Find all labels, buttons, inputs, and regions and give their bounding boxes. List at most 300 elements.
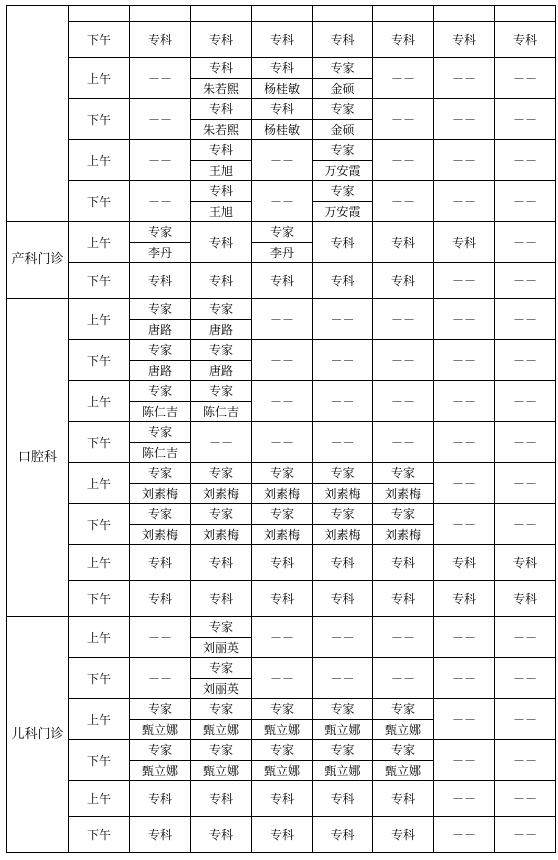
- clinic-type: 专家: [313, 99, 372, 120]
- period-cell: 上午: [69, 617, 130, 658]
- cell-split: [130, 699, 190, 739]
- schedule-cell: 专科: [191, 222, 252, 263]
- cell-split: [252, 99, 312, 139]
- schedule-cell: －－: [252, 617, 313, 658]
- schedule-cell-split: [130, 340, 191, 381]
- schedule-cell: －－: [434, 340, 495, 381]
- clinic-type: 专家: [313, 140, 372, 161]
- schedule-cell: －－: [434, 299, 495, 340]
- schedule-cell: －－: [130, 617, 191, 658]
- schedule-cell: －－: [313, 422, 373, 463]
- cell-split: [252, 504, 312, 544]
- cell-split: [373, 699, 433, 739]
- schedule-cell: 专科: [191, 581, 252, 617]
- schedule-cell-split: [313, 740, 373, 781]
- doctor-name: 王旭: [208, 163, 233, 178]
- clinic-type: 专科: [191, 58, 251, 79]
- table-row: [7, 181, 556, 222]
- schedule-cell: 专科: [130, 581, 191, 617]
- schedule-cell: －－: [434, 740, 495, 781]
- clinic-type: 专家: [313, 58, 372, 79]
- schedule-cell: 专科: [252, 581, 313, 617]
- schedule-cell: [434, 6, 495, 22]
- schedule-cell-split: [252, 740, 313, 781]
- schedule-cell-split: [130, 699, 191, 740]
- schedule-cell: 专科: [313, 781, 373, 817]
- schedule-cell: －－: [495, 99, 556, 140]
- schedule-cell: 专科: [191, 817, 252, 853]
- period-cell: 下午: [69, 658, 130, 699]
- schedule-cell: －－: [252, 140, 313, 181]
- schedule-cell-split: [191, 381, 252, 422]
- schedule-cell: －－: [373, 99, 434, 140]
- clinic-type: 专家: [130, 299, 190, 320]
- schedule-cell-split: [191, 181, 252, 222]
- schedule-cell: －－: [434, 699, 495, 740]
- table-row: [7, 699, 556, 740]
- cell-split: [191, 658, 251, 698]
- schedule-cell: －－: [495, 740, 556, 781]
- period-cell: 下午: [69, 817, 130, 853]
- period-cell: 上午: [69, 299, 130, 340]
- schedule-cell-split: [191, 140, 252, 181]
- table-row: [7, 340, 556, 381]
- period-cell: 下午: [69, 22, 130, 58]
- schedule-cell-split: [313, 504, 373, 545]
- schedule-cell: －－: [495, 340, 556, 381]
- clinic-type: 专家: [252, 222, 312, 243]
- doctor-name: 甄立娜: [324, 722, 361, 737]
- schedule-cell: －－: [434, 617, 495, 658]
- clinic-type: 专科: [191, 140, 251, 161]
- period-cell: 上午: [69, 781, 130, 817]
- schedule-cell: －－: [130, 658, 191, 699]
- doctor-name: 金硕: [330, 81, 355, 96]
- schedule-cell: [313, 6, 373, 22]
- doctor-name: 唐路: [208, 322, 233, 337]
- doctor-name: 刘素梅: [202, 527, 239, 542]
- schedule-cell: －－: [313, 381, 373, 422]
- schedule-cell: 专科: [191, 545, 252, 581]
- cell-split: [313, 740, 372, 780]
- doctor-name: 陈仁吉: [141, 404, 178, 419]
- doctor-name: 唐路: [147, 363, 172, 378]
- doctor-name: 杨桂敏: [263, 122, 300, 137]
- schedule-cell: 专科: [130, 781, 191, 817]
- cell-split: [130, 222, 190, 262]
- schedule-cell: 专科: [252, 545, 313, 581]
- schedule-cell: －－: [313, 658, 373, 699]
- schedule-cell: －－: [495, 58, 556, 99]
- clinic-type: 专家: [252, 504, 312, 525]
- period-cell: 上午: [69, 699, 130, 740]
- period-cell: 下午: [69, 504, 130, 545]
- schedule-cell: －－: [373, 617, 434, 658]
- cell-split: [191, 699, 251, 739]
- cell-split: [252, 58, 312, 98]
- doctor-name: 王旭: [208, 204, 233, 219]
- doctor-name: 刘素梅: [263, 486, 300, 501]
- schedule-cell: －－: [130, 181, 191, 222]
- dept-cell: [7, 6, 69, 222]
- schedule-cell-split: [373, 699, 434, 740]
- doctor-name: 甄立娜: [263, 722, 300, 737]
- cell-split: [191, 58, 251, 98]
- schedule-cell: 专科: [313, 263, 373, 299]
- clinic-type: 专家: [191, 381, 251, 402]
- schedule-cell-split: [130, 299, 191, 340]
- clinic-type: 专家: [252, 463, 312, 484]
- schedule-cell: 专科: [495, 581, 556, 617]
- doctor-name: 刘素梅: [384, 486, 421, 501]
- schedule-cell-split: [130, 463, 191, 504]
- table-row: [7, 422, 556, 463]
- schedule-cell-split: [191, 699, 252, 740]
- schedule-cell-split: [313, 181, 373, 222]
- schedule-cell: 专科: [373, 22, 434, 58]
- clinic-type: 专家: [130, 422, 190, 443]
- schedule-cell: 专科: [373, 581, 434, 617]
- schedule-cell: －－: [373, 381, 434, 422]
- table-row: [7, 463, 556, 504]
- cell-split: [313, 140, 372, 180]
- cell-split: [130, 422, 190, 462]
- dept-cell: 产科门诊: [7, 222, 69, 299]
- clinic-type: 专家: [130, 381, 190, 402]
- cell-split: [130, 299, 190, 339]
- schedule-cell: －－: [434, 422, 495, 463]
- doctor-name: 刘素梅: [263, 527, 300, 542]
- schedule-cell: －－: [434, 58, 495, 99]
- schedule-cell: －－: [373, 658, 434, 699]
- schedule-cell: －－: [434, 463, 495, 504]
- schedule-cell-split: [191, 504, 252, 545]
- schedule-cell: －－: [434, 140, 495, 181]
- period-cell: 下午: [69, 581, 130, 617]
- cell-split: [373, 463, 433, 503]
- schedule-cell-split: [191, 740, 252, 781]
- schedule-cell: －－: [495, 658, 556, 699]
- table-row: [7, 817, 556, 853]
- clinic-type: 专家: [313, 699, 372, 720]
- cell-split: [191, 504, 251, 544]
- clinic-type: 专家: [313, 463, 372, 484]
- schedule-cell: 专科: [373, 781, 434, 817]
- schedule-cell: －－: [252, 299, 313, 340]
- schedule-cell: －－: [434, 817, 495, 853]
- table-row: [7, 617, 556, 658]
- schedule-cell: 专科: [130, 545, 191, 581]
- clinic-type: 专家: [130, 699, 190, 720]
- schedule-cell: －－: [495, 699, 556, 740]
- period-cell: 上午: [69, 463, 130, 504]
- schedule-cell: －－: [434, 99, 495, 140]
- clinic-type: 专家: [313, 504, 372, 525]
- schedule-cell-split: [191, 463, 252, 504]
- schedule-cell: －－: [495, 617, 556, 658]
- schedule-cell: 专科: [495, 545, 556, 581]
- clinic-type: 专家: [130, 463, 190, 484]
- schedule-cell: 专科: [313, 222, 373, 263]
- cell-split: [191, 99, 251, 139]
- schedule-cell: －－: [252, 422, 313, 463]
- dept-cell: 儿科门诊: [7, 617, 69, 853]
- schedule-cell: －－: [495, 781, 556, 817]
- period-cell: 下午: [69, 181, 130, 222]
- doctor-name: 甄立娜: [384, 722, 421, 737]
- cell-split: [130, 740, 190, 780]
- clinic-type: 专家: [191, 299, 251, 320]
- schedule-cell: 专科: [130, 22, 191, 58]
- doctor-name: 甄立娜: [141, 763, 178, 778]
- schedule-cell: 专科: [191, 22, 252, 58]
- schedule-cell: －－: [130, 140, 191, 181]
- table-row: [7, 504, 556, 545]
- cell-split: [191, 140, 251, 180]
- clinic-type: 专家: [191, 658, 251, 679]
- table-row: [7, 781, 556, 817]
- schedule-cell: 专科: [130, 263, 191, 299]
- cell-split: [313, 181, 372, 221]
- schedule-cell: －－: [252, 181, 313, 222]
- schedule-cell: －－: [373, 181, 434, 222]
- clinic-type: 专家: [373, 740, 433, 761]
- schedule-cell: [495, 6, 556, 22]
- cell-split: [373, 740, 433, 780]
- cell-split: [252, 740, 312, 780]
- schedule-cell-split: [130, 222, 191, 263]
- doctor-name: 刘素梅: [141, 486, 178, 501]
- doctor-name: 陈仁吉: [141, 445, 178, 460]
- schedule-cell: 专科: [191, 263, 252, 299]
- table-row: [7, 740, 556, 781]
- table-row: [7, 299, 556, 340]
- schedule-cell: 专科: [434, 22, 495, 58]
- schedule-cell-split: [313, 463, 373, 504]
- doctor-name: 甄立娜: [384, 763, 421, 778]
- doctor-name: 刘素梅: [324, 527, 361, 542]
- schedule-cell: －－: [191, 422, 252, 463]
- cell-split: [191, 340, 251, 380]
- schedule-cell-split: [191, 58, 252, 99]
- schedule-cell: －－: [495, 817, 556, 853]
- doctor-name: 刘丽英: [202, 640, 239, 655]
- doctor-name: 刘素梅: [384, 527, 421, 542]
- period-cell: 上午: [69, 222, 130, 263]
- schedule-cell: －－: [373, 299, 434, 340]
- clinic-type: 专家: [130, 504, 190, 525]
- period-cell: 上午: [69, 58, 130, 99]
- schedule-cell: 专科: [313, 545, 373, 581]
- clinic-type: 专家: [191, 699, 251, 720]
- schedule-cell: 专科: [313, 22, 373, 58]
- table-row: [7, 581, 556, 617]
- doctor-name: 杨桂敏: [263, 81, 300, 96]
- schedule-cell: －－: [252, 658, 313, 699]
- period-cell: 上午: [69, 545, 130, 581]
- table-row: [7, 140, 556, 181]
- clinic-type: 专家: [252, 740, 312, 761]
- doctor-name: 万安霞: [324, 204, 361, 219]
- schedule-cell-split: [191, 299, 252, 340]
- table-row: [7, 99, 556, 140]
- schedule-cell: －－: [495, 222, 556, 263]
- schedule-cell-split: [130, 381, 191, 422]
- period-cell: 下午: [69, 99, 130, 140]
- schedule-cell-split: [252, 699, 313, 740]
- doctor-name: 甄立娜: [202, 722, 239, 737]
- cell-split: [191, 740, 251, 780]
- doctor-name: 唐路: [147, 322, 172, 337]
- clinic-type: 专家: [191, 340, 251, 361]
- schedule-cell-split: [313, 140, 373, 181]
- table-row: [7, 381, 556, 422]
- schedule-cell: －－: [495, 381, 556, 422]
- schedule-cell: 专科: [191, 781, 252, 817]
- table-row: [7, 58, 556, 99]
- period-cell: [69, 6, 130, 22]
- clinic-type: 专科: [252, 58, 312, 79]
- period-cell: 下午: [69, 340, 130, 381]
- clinic-type: 专家: [130, 222, 190, 243]
- cell-split: [313, 99, 372, 139]
- schedule-cell: [130, 6, 191, 22]
- doctor-name: 刘丽英: [202, 681, 239, 696]
- doctor-name: 陈仁吉: [202, 404, 239, 419]
- schedule-cell-split: [130, 740, 191, 781]
- schedule-cell-split: [252, 222, 313, 263]
- schedule-cell-split: [191, 340, 252, 381]
- schedule-cell: 专科: [434, 222, 495, 263]
- clinic-type: 专家: [191, 504, 251, 525]
- cell-split: [373, 504, 433, 544]
- table-row: [7, 263, 556, 299]
- clinic-type: 专家: [191, 617, 251, 638]
- doctor-name: 朱若熙: [202, 81, 239, 96]
- clinic-type: 专家: [191, 740, 251, 761]
- clinic-type: 专家: [313, 181, 372, 202]
- period-cell: 下午: [69, 263, 130, 299]
- schedule-cell: －－: [313, 340, 373, 381]
- clinic-type: 专家: [191, 463, 251, 484]
- schedule-cell: －－: [495, 299, 556, 340]
- schedule-cell: 专科: [373, 545, 434, 581]
- schedule-cell-split: [313, 58, 373, 99]
- schedule-cell: 专科: [252, 817, 313, 853]
- schedule-cell: －－: [434, 181, 495, 222]
- clinic-type: 专家: [130, 340, 190, 361]
- schedule-cell: [373, 6, 434, 22]
- schedule-cell: －－: [495, 504, 556, 545]
- clinic-type: 专科: [191, 99, 251, 120]
- schedule-cell: 专科: [495, 22, 556, 58]
- table-row: [7, 545, 556, 581]
- doctor-name: 唐路: [208, 363, 233, 378]
- schedule-cell: [252, 6, 313, 22]
- schedule-cell-split: [313, 699, 373, 740]
- table-row: [7, 22, 556, 58]
- cell-split: [313, 504, 372, 544]
- schedule-cell: －－: [495, 263, 556, 299]
- cell-split: [252, 699, 312, 739]
- clinic-type: 专科: [252, 99, 312, 120]
- cell-split: [191, 381, 251, 421]
- schedule-cell-split: [191, 658, 252, 699]
- schedule-cell: 专科: [313, 817, 373, 853]
- clinic-type: 专家: [373, 504, 433, 525]
- schedule-cell: －－: [252, 381, 313, 422]
- schedule-cell: 专科: [313, 581, 373, 617]
- clinic-type: 专家: [373, 463, 433, 484]
- schedule-cell: －－: [434, 504, 495, 545]
- period-cell: 下午: [69, 740, 130, 781]
- schedule-cell: －－: [313, 617, 373, 658]
- schedule-cell: 专科: [434, 545, 495, 581]
- schedule-cell-split: [130, 422, 191, 463]
- schedule-cell: －－: [373, 422, 434, 463]
- schedule-cell: 专科: [130, 817, 191, 853]
- doctor-name: 刘素梅: [202, 486, 239, 501]
- clinic-type: 专家: [252, 699, 312, 720]
- cell-split: [313, 699, 372, 739]
- schedule-cell: 专科: [252, 781, 313, 817]
- cell-split: [191, 181, 251, 221]
- schedule-cell-split: [191, 99, 252, 140]
- schedule-cell-split: [373, 504, 434, 545]
- schedule-cell-split: [252, 463, 313, 504]
- schedule-cell: －－: [495, 422, 556, 463]
- doctor-name: 甄立娜: [324, 763, 361, 778]
- cell-split: [130, 340, 190, 380]
- cell-split: [191, 617, 251, 657]
- period-cell: 上午: [69, 140, 130, 181]
- schedule-cell: －－: [252, 340, 313, 381]
- schedule-cell: －－: [495, 181, 556, 222]
- cell-split: [313, 463, 372, 503]
- schedule-cell: －－: [434, 658, 495, 699]
- schedule-table: [6, 5, 556, 853]
- table-row: [7, 6, 556, 22]
- cell-split: [130, 381, 190, 421]
- cell-split: [191, 299, 251, 339]
- schedule-cell: [191, 6, 252, 22]
- schedule-cell: －－: [130, 99, 191, 140]
- doctor-name: 金硕: [330, 122, 355, 137]
- table-row: [7, 658, 556, 699]
- schedule-cell: 专科: [373, 222, 434, 263]
- clinic-type: 专家: [130, 740, 190, 761]
- schedule-cell-split: [191, 617, 252, 658]
- cell-split: [313, 58, 372, 98]
- schedule-cell: －－: [495, 140, 556, 181]
- cell-split: [130, 463, 190, 503]
- doctor-name: 刘素梅: [324, 486, 361, 501]
- cell-split: [191, 463, 251, 503]
- cell-split: [252, 222, 312, 262]
- cell-split: [252, 463, 312, 503]
- cell-split: [130, 504, 190, 544]
- schedule-cell-split: [252, 99, 313, 140]
- clinic-type: 专家: [313, 740, 372, 761]
- schedule-cell-split: [373, 463, 434, 504]
- doctor-name: 李丹: [269, 245, 294, 260]
- schedule-cell: －－: [373, 140, 434, 181]
- schedule-cell: 专科: [252, 22, 313, 58]
- doctor-name: 朱若熙: [202, 122, 239, 137]
- schedule-cell: －－: [373, 340, 434, 381]
- schedule-cell: 专科: [252, 263, 313, 299]
- schedule-cell-split: [373, 740, 434, 781]
